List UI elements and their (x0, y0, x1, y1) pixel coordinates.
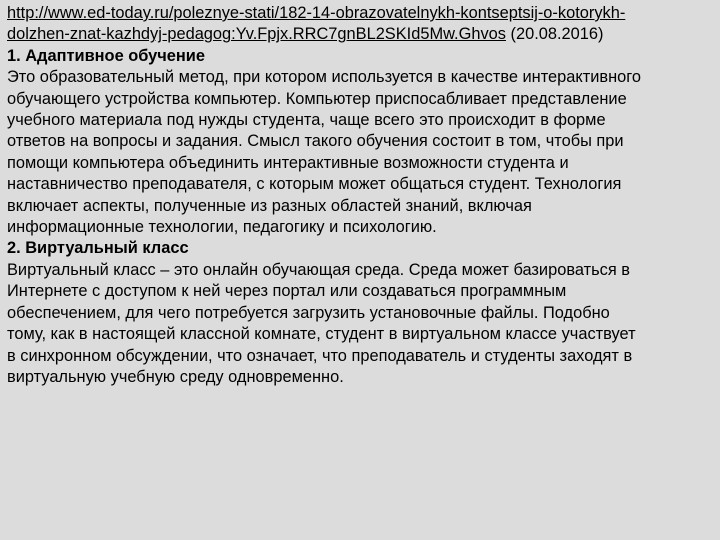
source-line-1 (7, 3, 710, 24)
body-line: Интернете с доступом к ней через портал или создаваться программным (7, 282, 567, 301)
body-line: ответов на вопросы и задания. Смысл такого обучения состоит в том, чтобы при (7, 132, 624, 151)
body-line: обучающего устройства компьютер. Компьютер приспосабливает представление (7, 89, 627, 108)
body-line: информационные технологии, педагогику и психологию. (7, 218, 437, 237)
source-link[interactable]: http://www.ed-today.ru/poleznye-stati/182-14-obrazovatelnykh-kontseptsij-o-kotorykh- (7, 4, 626, 22)
body-line: наставничество преподавателя, с которым может общаться студент. Технология (7, 175, 622, 194)
body-line: в синхронном обсуждении, что означает, что преподаватель и студенты заходят в (7, 346, 633, 365)
source-date: (20.08.2016) (505, 25, 604, 44)
body-line: тому, как в настоящей классной комнате, студент в виртуальном классе участвует (7, 325, 636, 344)
body-line: помощи компьютера объединить интерактивные возможности студента и (7, 153, 569, 172)
body-line: включает аспекты, полученные из разных областей знаний, включая (7, 196, 532, 215)
body-line: Это образовательный метод, при котором используется в качестве интерактивного (7, 68, 642, 87)
body-line: обеспечением, для чего потребуется загрузить установочные файлы. Подобно (7, 303, 610, 322)
body-line: Виртуальный класс – это онлайн обучающая среда. Среда может базироваться в (7, 260, 630, 279)
section-heading-adaptive-learning: 1. Адаптивное обучение (7, 46, 206, 65)
body-line: учебного материала под нужды студента, чаще всего это происходит в форме (7, 111, 606, 130)
section-heading-virtual-class: 2. Виртуальный класс (7, 239, 189, 258)
body-line: виртуальную учебную среду одновременно. (7, 367, 344, 386)
source-line-2 (7, 24, 710, 45)
article-text (7, 3, 710, 388)
source-link-continued[interactable]: dolzhen-znat-kazhdyj-pedagog:Yv.Fpjx.RRC7gnBL2SKId5Mw.Ghvos (7, 25, 506, 44)
